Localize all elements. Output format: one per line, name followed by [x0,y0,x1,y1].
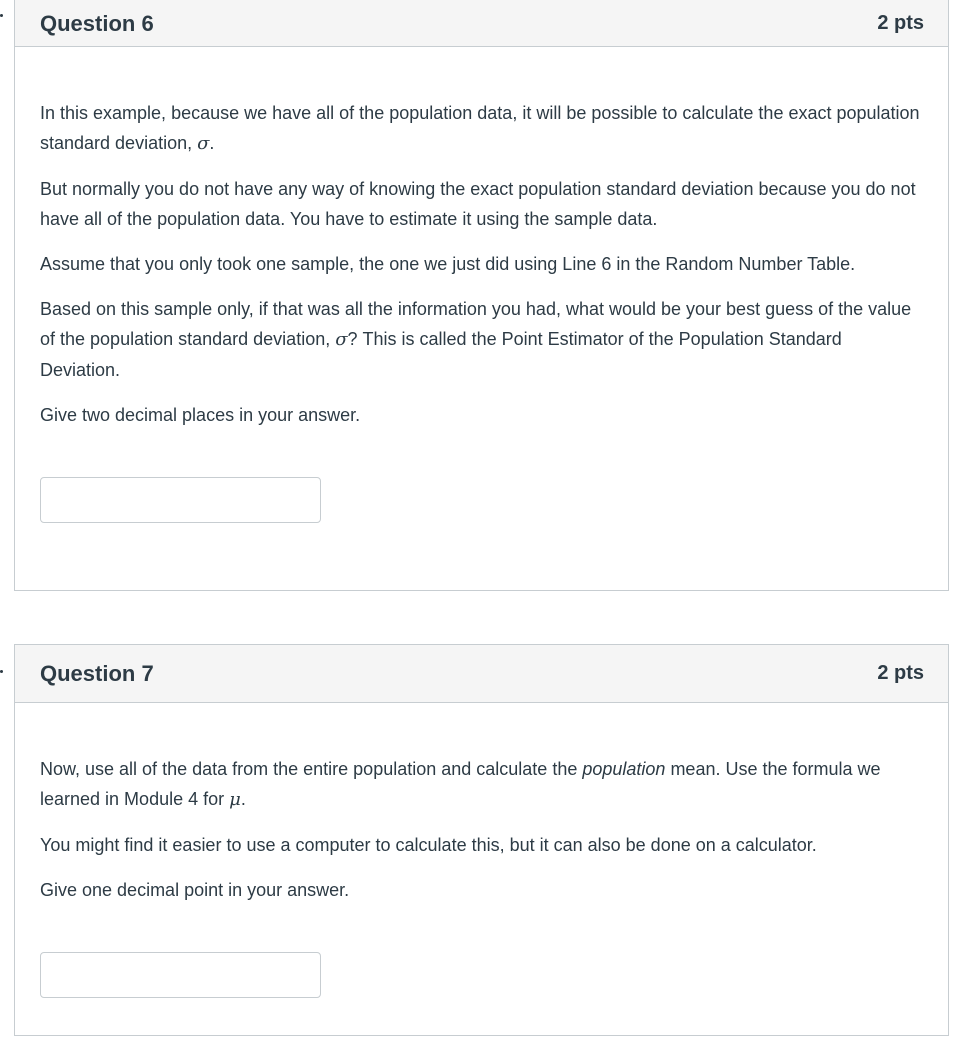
question-6-paragraph-3: Assume that you only took one sample, the one we just did using Line 6 in the Random Number Table. [40,254,856,274]
question-7-points: 2 pts [877,662,924,684]
question-7-title: Question 7 [40,660,154,686]
question-7-answer-input[interactable] [40,952,321,998]
question-6-card [14,0,949,591]
question-6-title: Question 6 [40,10,154,36]
question-6-paragraph-1: In this example, because we have all of the population data, it will be possible to calculate the exact population standard deviation, σ. [40,103,920,154]
question-7-body [15,703,948,998]
question-6-answer-input[interactable] [40,477,321,523]
question-6-paragraph-4: Based on this sample only, if that was all the information you had, what would be your best guess of the value of the population standard deviation, σ? This is called the Point Estimator of the Population Standard Deviation. [40,299,912,380]
question-7-paragraph-1: Now, use all of the data from the entire population and calculate the population mean. Use the formula we learned in Module 4 for μ. [40,759,881,810]
question-6-points: 2 pts [877,12,924,34]
question-7-paragraph-2: You might find it easier to use a computer to calculate this, but it can also be done on a calculator. [40,835,817,855]
question-7-header [15,645,948,703]
sigma-symbol: σ [197,133,210,154]
question-7-card [14,644,949,1036]
question-6-paragraph-2: But normally you do not have any way of knowing the exact population standard deviation because you do not have all of the population data. You have to estimate it using the sample data. [40,179,916,229]
question-6-marker [0,14,3,17]
question-6-header [15,0,948,47]
sigma-symbol: σ [335,329,348,350]
question-6-paragraph-5: Give two decimal places in your answer. [40,405,361,425]
question-7-marker [0,670,3,673]
question-6-body [15,47,948,523]
mu-symbol: μ [229,789,241,810]
question-7-paragraph-3: Give one decimal point in your answer. [40,880,350,900]
